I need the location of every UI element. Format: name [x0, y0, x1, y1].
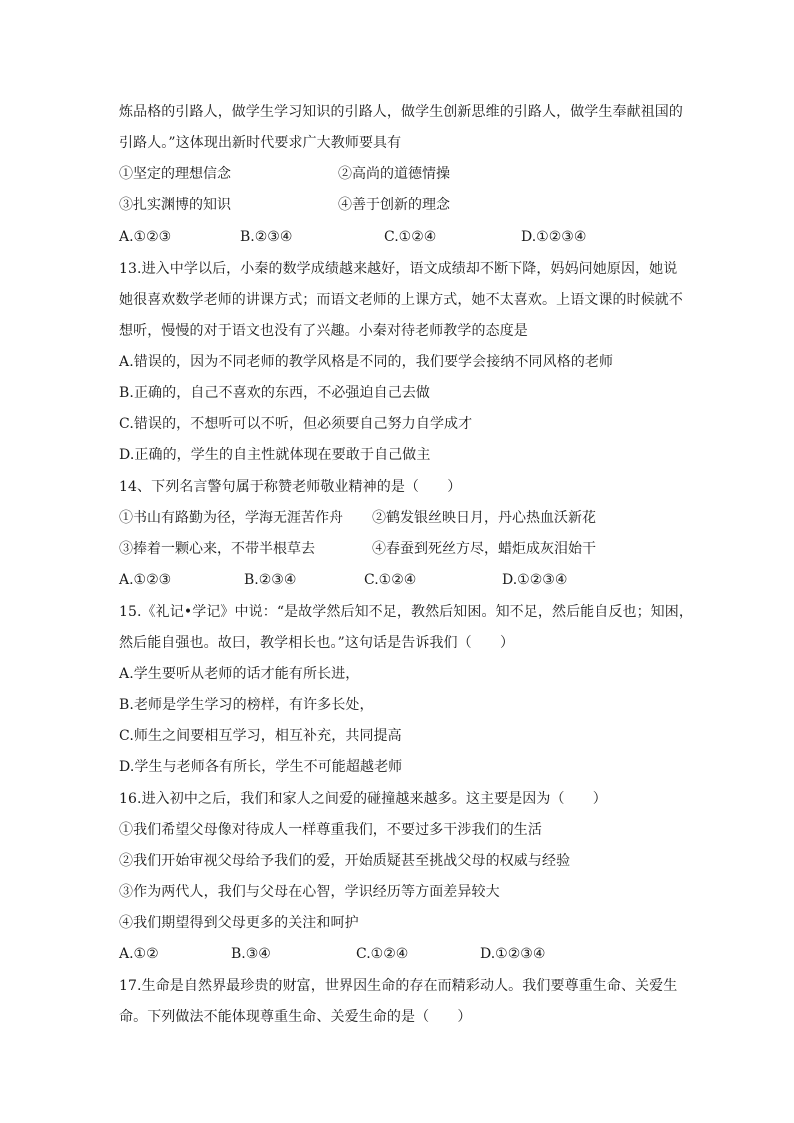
intro-line-1: 炼品格的引路人，做学生学习知识的引路人，做学生创新思维的引路人，做学生奉献祖国的: [119, 104, 683, 120]
q14-option-d: D.①②③④: [502, 572, 568, 588]
q16-stem: 16.进入初中之后，我们和家人之间爱的碰撞越来越多。这主要是因为（ ）: [119, 791, 607, 807]
q15-option-c: C.师生之间要相互学习，相互补充，共同提高: [119, 728, 402, 744]
intro-option-c: C.①②④: [384, 229, 437, 245]
q16-option-d: D.①②③④: [480, 946, 546, 962]
q14-item-4: ④春蚕到死丝方尽，蜡炬成灰泪始干: [372, 541, 596, 557]
q14-item-2: ②鹤发银丝映日月，丹心热血沃新花: [372, 510, 596, 526]
q13-stem-line-1: 13.进入中学以后，小秦的数学成绩越来越好，语文成绩却不断下降，妈妈问她原因，她说: [119, 261, 678, 277]
intro-item-4: ④善于创新的理念: [338, 197, 450, 213]
q16-item-1: ①我们希望父母像对待成人一样尊重我们，不要过多干涉我们的生活: [119, 822, 542, 838]
q13-option-a: A.错误的，因为不同老师的教学风格是不同的，我们要学会接纳不同风格的老师: [119, 354, 614, 370]
intro-option-b: B.②③④: [240, 229, 293, 245]
intro-option-a: A.①②③: [119, 229, 172, 245]
q16-item-3: ③作为两代人，我们与父母在心智，学识经历等方面差异较大: [119, 884, 500, 900]
q15-option-d: D.学生与老师各有所长，学生不可能超越老师: [119, 759, 403, 775]
q16-item-4: ④我们期望得到父母更多的关注和呵护: [119, 915, 359, 931]
intro-line-2: 引路人。”这体现出新时代要求广大教师要具有: [119, 135, 402, 151]
q16-option-b: B.③④: [231, 946, 271, 962]
q14-item-1: ①书山有路勤为径，学海无涯苦作舟: [119, 510, 343, 526]
intro-option-d: D.①②③④: [521, 229, 587, 245]
q13-stem-line-2: 她很喜欢数学老师的讲课方式；而语文老师的上课方式，她不太喜欢。上语文课的时候就不: [119, 292, 683, 308]
q15-option-a: A.学生要听从老师的话才能有所长进，: [119, 666, 360, 682]
q13-option-c: C.错误的，不想听可以不听，但必须要自己努力自学成才: [119, 416, 473, 432]
q13-option-b: B.正确的，自己不喜欢的东西，不必强迫自己去做: [119, 385, 431, 401]
q15-stem-line-1: 15.《礼记•学记》中说：“是故学然后知不足，教然后知困。知不足，然后能自反也；知困，: [119, 604, 693, 620]
intro-item-2: ②高尚的道德情操: [338, 166, 450, 182]
q13-option-d: D.正确的，学生的自主性就体现在要敢于自己做主: [119, 447, 431, 463]
q14-item-3: ③捧着一颗心来，不带半根草去: [119, 541, 315, 557]
q13-stem-line-3: 想听，慢慢的对于语文也没有了兴趣。小秦对待老师教学的态度是: [119, 323, 528, 339]
q17-stem-line-2: 命。下列做法不能体现尊重生命、关爱生命的是（ ）: [119, 1009, 472, 1025]
intro-item-3: ③扎实渊博的知识: [119, 197, 231, 213]
q15-option-b: B.老师是学生学习的榜样，有许多长处，: [119, 697, 374, 713]
q14-stem: 14、下列名言警句属于称赞老师敬业精神的是（ ）: [119, 479, 462, 495]
q14-option-a: A.①②③: [119, 572, 172, 588]
q15-stem-line-2: 然后能自强也。故曰，教学相长也。”这句话是告诉我们（ ）: [119, 635, 515, 651]
q14-option-c: C.①②④: [364, 572, 417, 588]
intro-item-1: ①坚定的理想信念: [119, 166, 231, 182]
q16-option-c: C.①②④: [356, 946, 409, 962]
q16-option-a: A.①②: [119, 946, 159, 962]
q17-stem-line-1: 17.生命是自然界最珍贵的财富，世界因生命的存在而精彩动人。我们要尊重生命、关爱生: [119, 978, 678, 994]
q16-item-2: ②我们开始审视父母给予我们的爱，开始质疑甚至挑战父母的权威与经验: [119, 853, 571, 869]
q14-option-b: B.②③④: [244, 572, 297, 588]
